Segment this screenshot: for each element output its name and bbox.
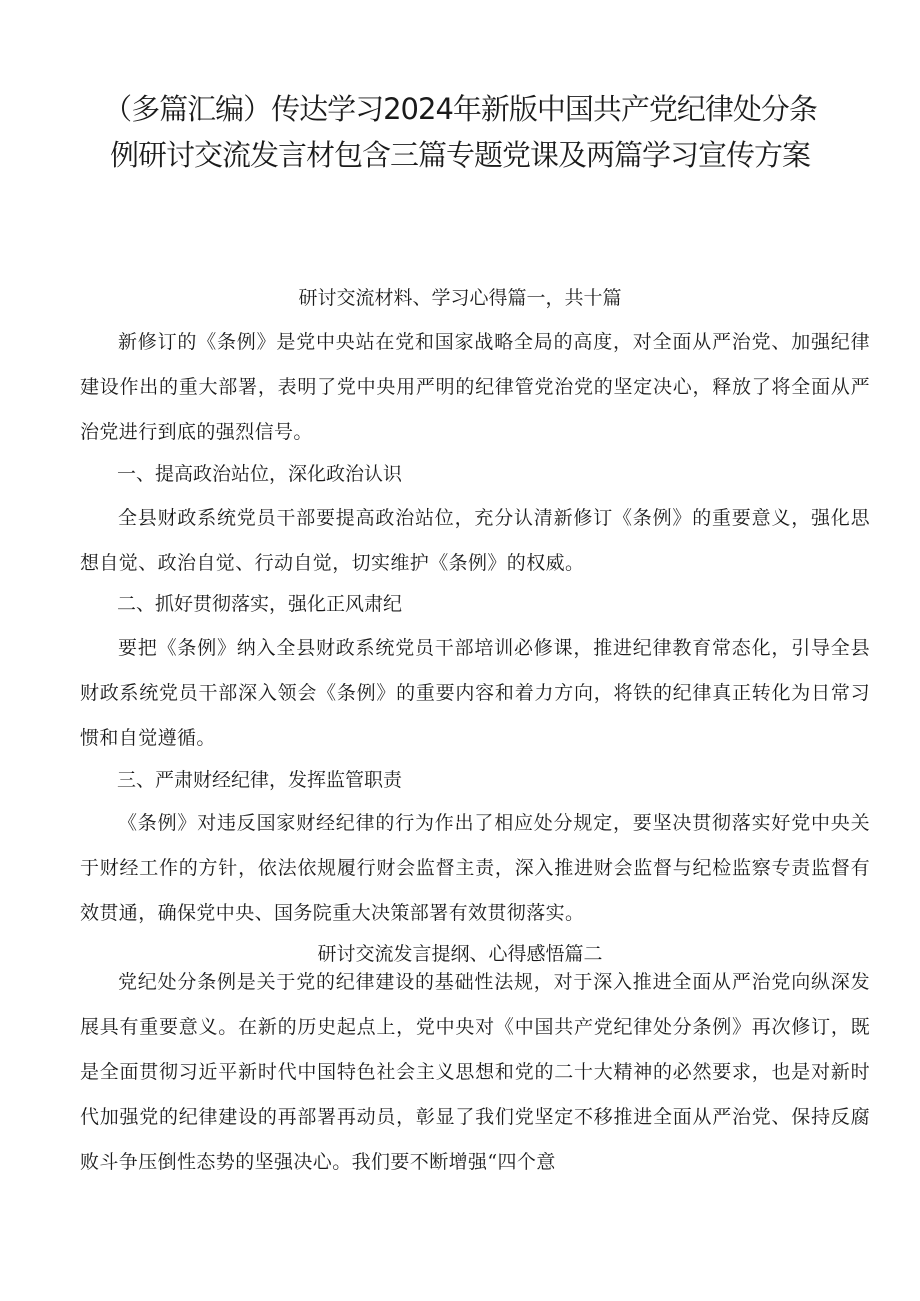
document-title: （多篇汇编）传达学习2024年新版中国共产党纪律处分条例研讨交流发言材包含三篇专题党课及两篇学习宣传方案 [103, 92, 817, 172]
section1-subtitle: 研讨交流材料、学习心得篇一，共十篇 [298, 287, 622, 309]
section1-paragraph-3: 《条例》对违反国家财经纪律的行为作出了相应处分规定，要坚决贯彻落实好党中央关于财经工作的方针，依法依规履行财会监督主责，深入推进财会监督与纪检监察专责监督有效贯通，确保党中央、国务院重大决策部署有效贯彻落实。 [80, 812, 870, 924]
section1-heading-1: 一、提高政治站位，深化政治认识 [117, 463, 403, 485]
section1-paragraph-1: 全县财政系统党员干部要提高政治站位，充分认清新修订《条例》的重要意义，强化思想自觉、政治自觉、行动自觉，切实维护《条例》的权威。 [80, 507, 870, 574]
section2-paragraph-1: 党纪处分条例是关于党的纪律建设的基础性法规，对于深入推进全面从严治党向纵深发展具有重要意义。在新的历史起点上，党中央对《中国共产党纪律处分条例》再次修订，既是全面贯彻习近平新时代中国特色社会主义思想和党的二十大精神的必然要求，也是对新时代加强党的纪律建设的再部署再动员，彰显了我们党坚定不移推进全面从严治党、保持反腐败斗争压倒性态势的坚强决心。我们要不断增强“四个意 [80, 971, 870, 1173]
section1-intro-paragraph: 新修订的《条例》是党中央站在党和国家战略全局的高度，对全面从严治党、加强纪律建设作出的重大部署，表明了党中央用严明的纪律管党治党的坚定决心，释放了将全面从严治党进行到底的强烈信号。 [80, 331, 870, 443]
section1-paragraph-2: 要把《条例》纳入全县财政系统党员干部培训必修课，推进纪律教育常态化，引导全县财政系统党员干部深入领会《条例》的重要内容和着力方向，将铁的纪律真正转化为日常习惯和自觉遵循。 [80, 637, 870, 749]
section1-heading-2: 二、抓好贯彻落实，强化正风肃纪 [117, 593, 403, 615]
section1-heading-3: 三、严肃财经纪律，发挥监管职责 [117, 769, 403, 791]
section2-subtitle: 研讨交流发言提纲、心得感悟篇二 [317, 943, 603, 965]
